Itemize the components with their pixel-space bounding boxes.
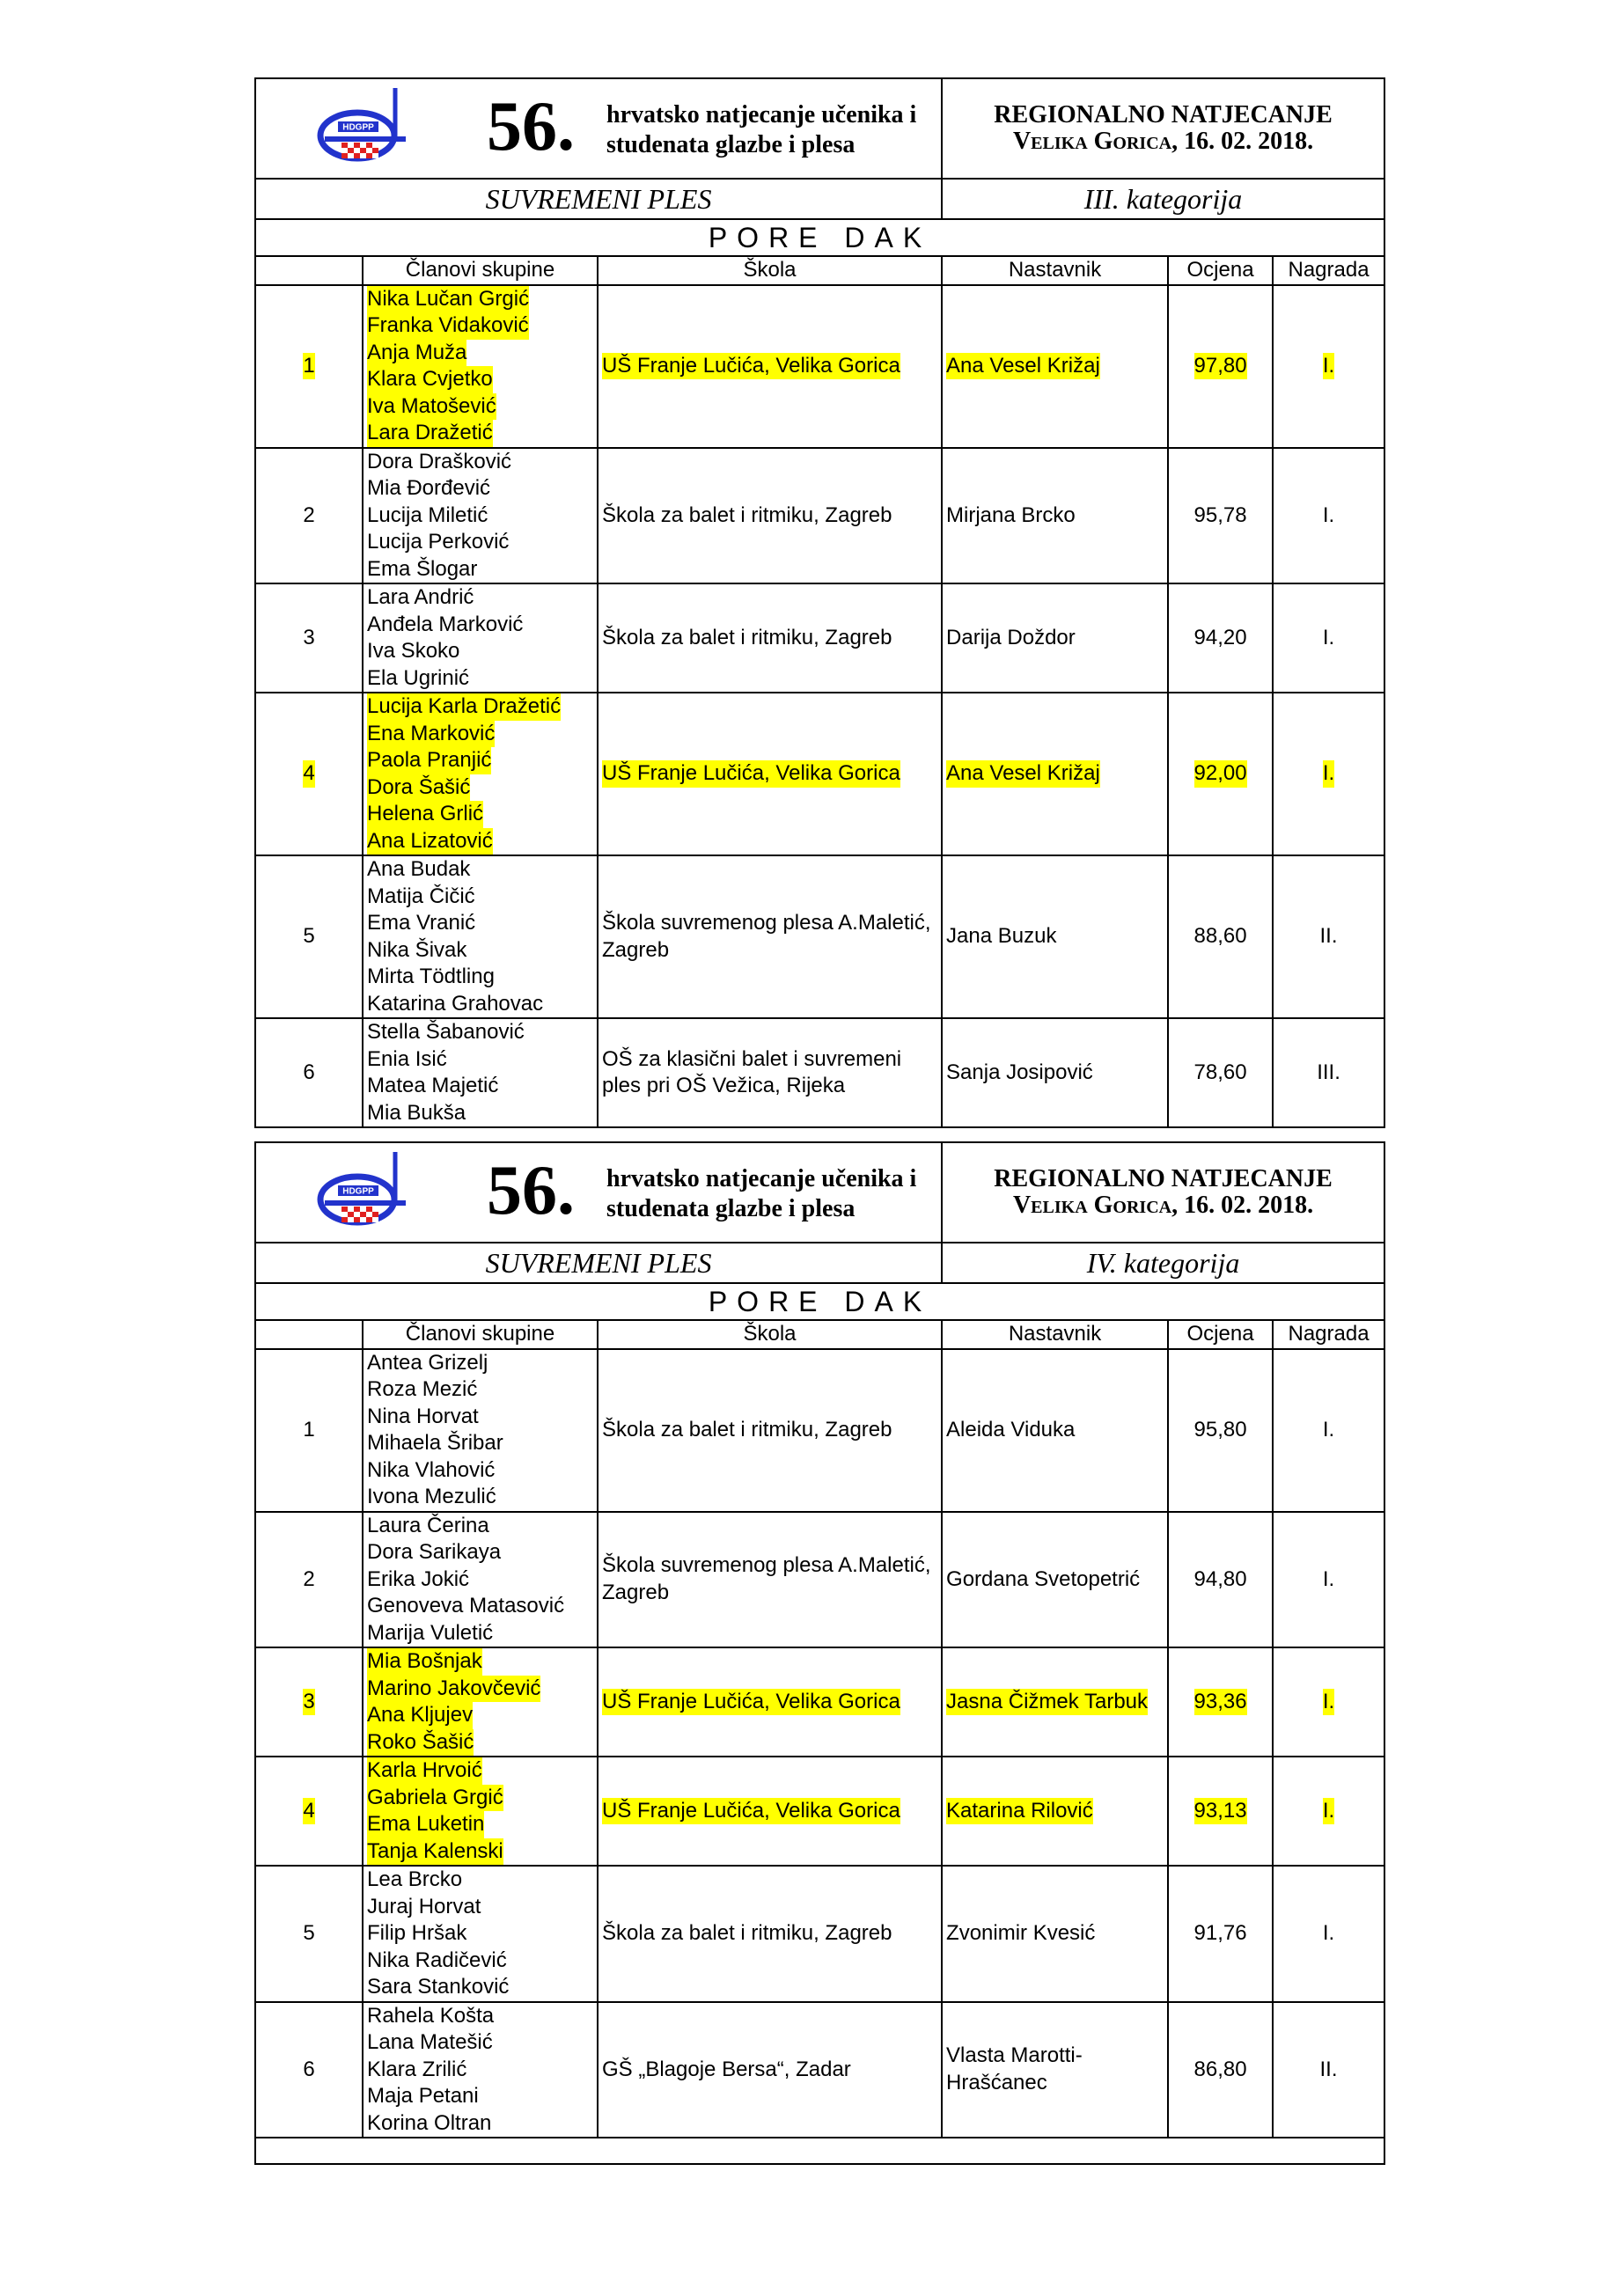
member-name: Helena Grlić [367, 801, 483, 828]
col-header-score: Ocjena [1168, 1320, 1273, 1349]
teacher-name: Zvonimir Kvesić [946, 1921, 1096, 1945]
teacher-cell [942, 1512, 1168, 1648]
category-title: III. kategorija [942, 179, 1384, 219]
col-header-score: Ocjena [1168, 256, 1273, 285]
member-name: Katarina Grahovac [367, 991, 544, 1016]
member-name: Karla Hrvoić [367, 1757, 482, 1785]
award-cell [1273, 1018, 1384, 1127]
teacher-cell [942, 285, 1168, 448]
school-name: Zagreb [602, 937, 670, 962]
school-name: Škola za balet i ritmiku, Zagreb [602, 502, 892, 527]
member-name: Mihaela Šribar [367, 1431, 503, 1455]
member-name: Ema Vranić [367, 911, 476, 935]
competition-title [606, 1164, 916, 1224]
teacher-name: Jasna Čižmek Tarbuk [946, 1689, 1148, 1716]
award-cell [1273, 1647, 1384, 1757]
col-header-place [255, 1320, 363, 1349]
member-name: Ana Budak [367, 857, 471, 881]
member-name: Paola Pranjić [367, 747, 491, 774]
competition-title [606, 100, 916, 160]
school-name: Škola suvremenog plesa A.Maletić, [602, 911, 931, 935]
score-cell [1168, 1647, 1273, 1757]
score-cell [1168, 285, 1273, 448]
category-title: IV. kategorija [942, 1243, 1384, 1283]
member-name: Klara Zrilić [367, 2057, 467, 2081]
members-cell [363, 855, 598, 1018]
school-name: ples pri OŠ Vežica, Rijeka [602, 1074, 846, 1097]
place-cell [255, 1647, 363, 1757]
competition-number: 56. [487, 1152, 575, 1229]
member-name: Lara Dražetić [367, 420, 493, 447]
results-section-2 [254, 1141, 1384, 2165]
members-cell [363, 285, 598, 448]
score-value: 95,78 [1193, 502, 1247, 527]
teacher-cell [942, 693, 1168, 855]
ranking-heading: PORE DAK [255, 1283, 1384, 1320]
teacher-cell [942, 1349, 1168, 1512]
member-name: Gabriela Grgić [367, 1785, 503, 1812]
members-cell [363, 693, 598, 855]
empty-cell [255, 2138, 1384, 2164]
teacher-cell [942, 583, 1168, 693]
member-name: Lara Andrić [367, 585, 474, 609]
member-name: Korina Oltran [367, 2110, 492, 2135]
place-cell [255, 583, 363, 693]
empty-row [255, 2138, 1384, 2164]
school-cell [598, 583, 942, 693]
table-row [255, 1512, 1384, 1648]
school-name: OŠ za klasični balet i suvremeni [602, 1046, 902, 1071]
member-name: Matija Čičić [367, 884, 475, 908]
competition-header [255, 78, 942, 179]
award-value: I. [1323, 1689, 1334, 1716]
table-row [255, 1647, 1384, 1757]
school-cell [598, 693, 942, 855]
member-name: Iva Skoko [367, 639, 460, 663]
members-cell [363, 1647, 598, 1757]
col-header-award: Nagrada [1273, 1320, 1384, 1349]
table-row [255, 693, 1384, 855]
school-name: UŠ Franje Lučića, Velika Gorica [602, 760, 900, 788]
place-cell [255, 1866, 363, 2002]
member-name: Nina Horvat [367, 1404, 479, 1428]
place-cell [255, 285, 363, 448]
member-name: Klara Cvjetko [367, 366, 493, 393]
score-cell [1168, 1866, 1273, 2002]
award-cell [1273, 693, 1384, 855]
competition-title-line-1: hrvatsko natjecanje učenika i [606, 101, 917, 128]
discipline-title: SUVREMENI PLES [255, 1243, 942, 1283]
event-place: Velika Gorica [1012, 1192, 1172, 1219]
school-cell [598, 855, 942, 1018]
award-value: I. [1323, 1798, 1334, 1825]
competition-header [255, 1142, 942, 1243]
award-value: I. [1322, 625, 1335, 649]
school-name: Škola za balet i ritmiku, Zagreb [602, 1921, 892, 1945]
school-name: UŠ Franje Lučića, Velika Gorica [602, 1798, 900, 1825]
hdgpp-logo-icon [309, 1148, 415, 1236]
col-header-members: Članovi skupine [363, 1320, 598, 1349]
member-name: Rahela Košta [367, 2003, 495, 2028]
school-cell [598, 1757, 942, 1866]
member-name: Anđela Marković [367, 612, 524, 636]
score-value: 93,36 [1194, 1689, 1247, 1716]
teacher-name: Mirjana Brcko [946, 502, 1076, 527]
member-name: Tanja Kalenski [367, 1838, 503, 1866]
award-cell [1273, 448, 1384, 584]
member-name: Roko Šašić [367, 1729, 474, 1757]
member-name: Ema Šlogar [367, 556, 478, 581]
competition-number: 56. [487, 88, 575, 165]
member-name: Marino Jakovčević [367, 1676, 540, 1703]
place-value: 1 [303, 353, 314, 380]
place-cell [255, 1018, 363, 1127]
award-value: I. [1322, 1417, 1335, 1441]
score-cell [1168, 583, 1273, 693]
col-header-teacher: Nastavnik [942, 256, 1168, 285]
teacher-cell [942, 2002, 1168, 2138]
teacher-cell [942, 448, 1168, 584]
teacher-name: Vlasta Marotti- [946, 2043, 1083, 2068]
member-name: Lana Matešić [367, 2030, 493, 2054]
members-cell [363, 448, 598, 584]
member-name: Ana Lizatović [367, 828, 493, 855]
score-value: 93,13 [1194, 1798, 1247, 1825]
competition-title-line-2: studenata glazbe i plesa [606, 131, 856, 158]
ranking-heading: PORE DAK [255, 219, 1384, 256]
member-name: Franka Vidaković [367, 312, 529, 340]
member-name: Ivona Mezulić [367, 1485, 496, 1508]
event-info [942, 78, 1384, 179]
teacher-name: Katarina Rilović [946, 1798, 1093, 1825]
member-name: Genoveva Matasović [367, 1594, 565, 1617]
award-value: II. [1319, 924, 1338, 949]
members-cell [363, 1866, 598, 2002]
award-value: I. [1322, 1921, 1335, 1945]
school-cell [598, 1512, 942, 1648]
member-name: Matea Majetić [367, 1074, 499, 1097]
member-name: Mia Bošnjak [367, 1648, 482, 1676]
place-value: 6 [303, 2057, 315, 2081]
school-name: Škola za balet i ritmiku, Zagreb [602, 625, 892, 649]
award-cell [1273, 2002, 1384, 2138]
score-value: 97,80 [1194, 353, 1247, 380]
teacher-name: Ana Vesel Križaj [946, 353, 1100, 380]
place-value: 3 [303, 1689, 314, 1716]
member-name: Dora Šašić [367, 774, 470, 802]
member-name: Maja Petani [367, 2084, 479, 2108]
teacher-cell [942, 855, 1168, 1018]
score-cell [1168, 2002, 1273, 2138]
award-value: I. [1323, 760, 1334, 788]
member-name: Roza Mezić [367, 1377, 478, 1401]
teacher-name: Hrašćanec [946, 2070, 1047, 2094]
award-value: III. [1317, 1060, 1340, 1084]
teacher-name: Jana Buzuk [946, 924, 1057, 949]
member-name: Juraj Horvat [367, 1894, 481, 1918]
logo-badge-text: HDGPP [342, 122, 374, 133]
table-row [255, 1757, 1384, 1866]
teacher-name: Gordana Svetopetrić [946, 1566, 1141, 1591]
school-name: Zagreb [602, 1580, 670, 1604]
teacher-cell [942, 1757, 1168, 1866]
award-value: II. [1319, 2057, 1338, 2081]
member-name: Ema Luketin [367, 1811, 484, 1838]
discipline-title: SUVREMENI PLES [255, 179, 942, 219]
member-name: Enia Isić [367, 1046, 447, 1071]
member-name: Dora Drašković [367, 449, 512, 473]
score-cell [1168, 693, 1273, 855]
member-name: Lea Brcko [367, 1867, 463, 1891]
place-value: 2 [303, 1566, 315, 1591]
score-value: 86,80 [1193, 2057, 1247, 2081]
member-name: Ena Marković [367, 721, 495, 748]
col-header-school: Škola [598, 1320, 942, 1349]
col-header-school: Škola [598, 256, 942, 285]
table-row [255, 1349, 1384, 1512]
score-value: 88,60 [1193, 924, 1247, 949]
member-name: Lucija Miletić [367, 502, 488, 527]
place-value: 3 [303, 625, 315, 649]
school-cell [598, 448, 942, 584]
member-name: Ela Ugrinić [367, 665, 470, 690]
members-cell [363, 1349, 598, 1512]
score-value: 95,80 [1193, 1417, 1247, 1441]
place-cell [255, 1757, 363, 1866]
award-cell [1273, 1866, 1384, 2002]
place-cell [255, 448, 363, 584]
member-name: Nika Lučan Grgić [367, 286, 529, 313]
score-value: 78,60 [1193, 1060, 1247, 1084]
place-cell [255, 2002, 363, 2138]
event-date: , 16. 02. 2018. [1171, 128, 1314, 155]
place-cell [255, 855, 363, 1018]
school-name: Škola suvremenog plesa A.Maletić, [602, 1553, 931, 1578]
member-name: Marija Vuletić [367, 1620, 494, 1645]
member-name: Erika Jokić [367, 1566, 470, 1591]
award-value: I. [1322, 1566, 1335, 1591]
col-header-award: Nagrada [1273, 256, 1384, 285]
col-header-members: Članovi skupine [363, 256, 598, 285]
member-name: Mia Bukša [367, 1100, 466, 1125]
event-place-date [943, 128, 1384, 156]
members-cell [363, 1512, 598, 1648]
member-name: Mirta Tödtling [367, 965, 495, 988]
award-value: I. [1323, 353, 1334, 380]
event-name: REGIONALNO NATJECANJE [994, 100, 1333, 128]
place-cell [255, 1512, 363, 1648]
score-value: 94,20 [1193, 625, 1247, 649]
event-place: Velika Gorica [1012, 128, 1172, 155]
table-row [255, 285, 1384, 448]
score-cell [1168, 855, 1273, 1018]
hdgpp-logo-icon [309, 84, 415, 172]
school-cell [598, 285, 942, 448]
teacher-name: Ana Vesel Križaj [946, 760, 1100, 788]
place-value: 1 [303, 1417, 315, 1441]
teacher-cell [942, 1647, 1168, 1757]
school-name: Škola za balet i ritmiku, Zagreb [602, 1417, 892, 1441]
member-name: Filip Hršak [367, 1921, 467, 1945]
award-cell [1273, 1349, 1384, 1512]
member-name: Sara Stanković [367, 1975, 510, 1999]
score-value: 91,76 [1193, 1921, 1247, 1945]
member-name: Dora Sarikaya [367, 1540, 502, 1564]
member-name: Lucija Karla Dražetić [367, 693, 561, 721]
score-cell [1168, 1349, 1273, 1512]
table-row [255, 1866, 1384, 2002]
award-cell [1273, 285, 1384, 448]
score-cell [1168, 448, 1273, 584]
col-header-teacher: Nastavnik [942, 1320, 1168, 1349]
event-date: , 16. 02. 2018. [1171, 1192, 1314, 1219]
school-cell [598, 1349, 942, 1512]
place-cell [255, 693, 363, 855]
table-row [255, 583, 1384, 693]
member-name: Mia Đorđević [367, 476, 491, 500]
place-value: 5 [303, 924, 315, 949]
teacher-name: Darija Doždor [946, 625, 1076, 649]
member-name: Nika Šivak [367, 937, 467, 962]
score-value: 92,00 [1194, 760, 1247, 788]
members-cell [363, 583, 598, 693]
school-name: UŠ Franje Lučića, Velika Gorica [602, 353, 900, 380]
place-cell [255, 1349, 363, 1512]
table-row [255, 2002, 1384, 2138]
member-name: Ana Kljujev [367, 1702, 473, 1729]
table-row [255, 855, 1384, 1018]
score-cell [1168, 1757, 1273, 1866]
col-header-place [255, 256, 363, 285]
logo-badge-text: HDGPP [342, 1186, 374, 1197]
score-value: 94,80 [1193, 1566, 1247, 1591]
score-cell [1168, 1018, 1273, 1127]
member-name: Lucija Perković [367, 530, 510, 554]
teacher-cell [942, 1866, 1168, 2002]
member-name: Nika Radičević [367, 1948, 507, 1972]
event-info [942, 1142, 1384, 1243]
member-name: Laura Čerina [367, 1513, 489, 1537]
member-name: Anja Muža [367, 340, 466, 367]
teacher-cell [942, 1018, 1168, 1127]
members-cell [363, 1018, 598, 1127]
competition-title-line-1: hrvatsko natjecanje učenika i [606, 1165, 917, 1192]
school-cell [598, 1647, 942, 1757]
results-section-1 [254, 77, 1384, 1128]
school-name: GŠ „Blagoje Bersa“, Zadar [602, 2057, 851, 2081]
member-name: Antea Grizelj [367, 1350, 488, 1375]
event-place-date [943, 1192, 1384, 1220]
school-cell [598, 1866, 942, 2002]
award-cell [1273, 583, 1384, 693]
school-cell [598, 2002, 942, 2138]
competition-title-line-2: studenata glazbe i plesa [606, 1195, 856, 1222]
event-name: REGIONALNO NATJECANJE [994, 1164, 1333, 1192]
award-cell [1273, 1512, 1384, 1648]
member-name: Stella Šabanović [367, 1020, 525, 1044]
teacher-name: Aleida Viduka [946, 1417, 1076, 1441]
award-cell [1273, 855, 1384, 1018]
member-name: Iva Matošević [367, 393, 496, 421]
place-value: 4 [303, 760, 314, 788]
table-row [255, 1018, 1384, 1127]
score-cell [1168, 1512, 1273, 1648]
table-row [255, 448, 1384, 584]
member-name: Nika Vlahović [367, 1457, 496, 1482]
place-value: 5 [303, 1921, 315, 1945]
school-name: UŠ Franje Lučića, Velika Gorica [602, 1689, 900, 1716]
members-cell [363, 2002, 598, 2138]
school-cell [598, 1018, 942, 1127]
award-value: I. [1322, 502, 1335, 527]
teacher-name: Sanja Josipović [946, 1060, 1093, 1084]
place-value: 4 [303, 1798, 314, 1825]
place-value: 2 [303, 502, 315, 527]
members-cell [363, 1757, 598, 1866]
place-value: 6 [303, 1060, 315, 1084]
award-cell [1273, 1757, 1384, 1866]
